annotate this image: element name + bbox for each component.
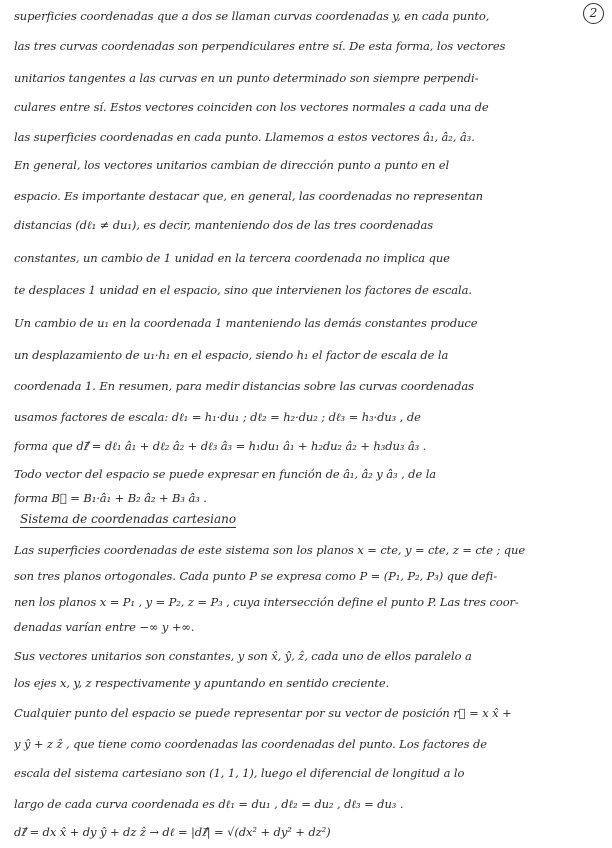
text-line: Un cambio de u₁ en la coordenada 1 manteniendo las demás constantes produce: [14, 316, 478, 330]
text-line: Todo vector del espacio se puede expresar en función de â₁, â₂ y â₃ , de la: [14, 467, 437, 481]
text-line: espacio. Es importante destacar que, en general, las coordenadas no representan: [14, 189, 483, 203]
text-line: coordenada 1. En resumen, para medir distancias sobre las curvas coordenadas: [14, 379, 474, 393]
text-line: En general, los vectores unitarios cambian de dirección punto a punto en el: [14, 158, 450, 172]
text-line: y ŷ + z ẑ , que tiene como coordenadas las coordenadas del punto. Los factores de: [14, 737, 487, 751]
text-line: forma que dℓ⃗ = dℓ₁ â₁ + dℓ₂ â₂ + dℓ₃ â₃ = h₁du₁ â₁ + h₂du₂ â₂ + h₃du₃ â₃ .: [14, 439, 427, 453]
text-line: las superficies coordenadas en cada punto. Llamemos a estos vectores â₁, â₂, â₃.: [14, 130, 475, 144]
text-line: largo de cada curva coordenada es dℓ₁ = du₁ , dℓ₂ = du₂ , dℓ₃ = du₃ .: [14, 797, 404, 811]
text-line: Las superficies coordenadas de este sistema son los planos x = cte, y = cte, z = cte ; que: [14, 543, 526, 557]
text-line: son tres planos ortogonales. Cada punto P se expresa como P = (P₁, P₂, P₃) que defi-: [14, 569, 498, 583]
text-line: dℓ⃗ = dx x̂ + dy ŷ + dz ẑ → dℓ = |dℓ⃗| = √(dx² + dy² + dz²): [14, 825, 331, 839]
section-heading: Sistema de coordenadas cartesiano: [20, 512, 237, 526]
text-line: te desplaces 1 unidad en el espacio, sino que intervienen los factores de escala.: [14, 283, 472, 297]
text-line: nen los planos x = P₁ , y = P₂, z = P₃ , cuya intersección define el punto P. Las tres coor-: [14, 595, 519, 609]
text-line: los ejes x, y, z respectivamente y apuntando en sentido creciente.: [14, 676, 390, 690]
text-line: superficies coordenadas que a dos se llaman curvas coordenadas y, en cada punto,: [14, 9, 490, 23]
text-line: usamos factores de escala: dℓ₁ = h₁·du₁ ; dℓ₂ = h₂·du₂ ; dℓ₃ = h₃·du₃ , de: [14, 410, 421, 424]
text-line: culares entre sí. Estos vectores coinciden con los vectores normales a cada una de: [14, 100, 489, 114]
text-line: denadas varían entre −∞ y +∞.: [14, 620, 195, 634]
text-line: un desplazamiento de u₁·h₁ en el espacio, siendo h₁ el factor de escala de la: [14, 348, 449, 362]
text-line: distancias (dℓ₁ ≠ du₁), es decir, manteniendo dos de las tres coordenadas: [14, 218, 434, 232]
text-line: constantes, un cambio de 1 unidad en la tercera coordenada no implica que: [14, 251, 450, 265]
page-number: 2: [583, 3, 604, 24]
text-line: Sus vectores unitarios son constantes, y son x̂, ŷ, ẑ, cada uno de ellos paralelo a: [14, 649, 472, 663]
text-line: escala del sistema cartesiano son (1, 1, 1), luego el diferencial de longitud a lo: [14, 766, 465, 780]
text-line: las tres curvas coordenadas son perpendiculares entre sí. De esta forma, los vectores: [14, 39, 506, 53]
text-line: unitarios tangentes a las curvas en un punto determinado son siempre perpendi-: [14, 71, 479, 85]
text-line: forma B⃗ = B₁·â₁ + B₂ â₂ + B₃ â₃ .: [14, 491, 207, 505]
text-line: Cualquier punto del espacio se puede representar por su vector de posición r⃗ = x x̂ +: [14, 706, 512, 720]
